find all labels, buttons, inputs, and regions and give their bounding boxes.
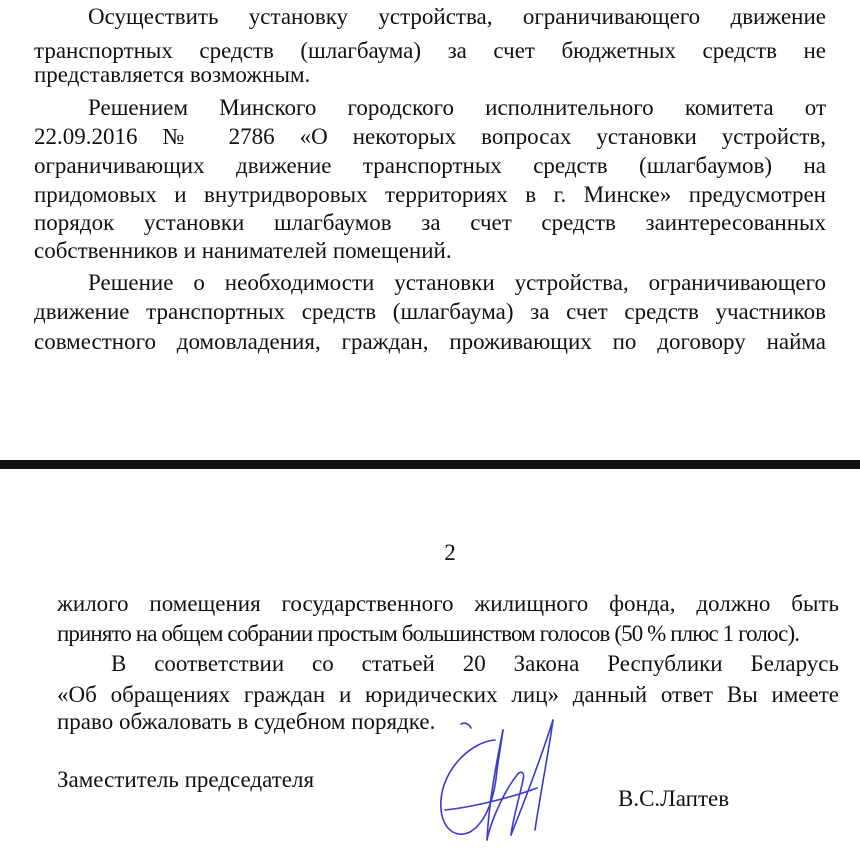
page-break-divider: [0, 460, 860, 469]
signatory-name: В.С.Лаптев: [618, 786, 730, 811]
paragraph-3-line-3: совместного домовладения, граждан, проживающих по договору найма: [34, 329, 826, 354]
paragraph-5-line-3: право обжаловать в судебном порядке.: [57, 709, 436, 734]
handwritten-signature: [425, 700, 575, 848]
paragraph-5-line-2: «Об обращениях граждан и юридических лиц» данный ответ Вы имеете: [57, 682, 839, 707]
paragraph-1-line-1: Осуществить установку устройства, ограничивающего движение: [88, 4, 826, 29]
paragraph-2-line-4: придомовых и внутридворовых территориях в г. Минске» предусмотрен: [34, 182, 826, 207]
paragraph-1-line-2: транспортных средств (шлагбаума) за счет бюджетных средств не: [34, 38, 826, 63]
paragraph-3-line-1: Решение о необходимости установки устройства, ограничивающего: [88, 270, 826, 295]
page-number: 2: [444, 540, 456, 565]
paragraph-2-line-5: порядок установки шлагбаумов за счет средств заинтересованных: [34, 210, 826, 235]
paragraph-2-line-6: собственников и нанимателей помещений.: [34, 238, 452, 263]
paragraph-3-line-2: движение транспортных средств (шлагбаума) за счет средств участников: [34, 299, 826, 324]
paragraph-4-line-2: принято на общем собрании простым большинством голосов (50 % плюс 1 голос).: [57, 621, 800, 646]
paragraph-2-line-2: 22.09.2016 № 2786 «О некоторых вопросах установки устройств,: [34, 124, 826, 149]
paragraph-2-line-3: ограничивающих движение транспортных средств (шлагбаумов) на: [34, 153, 826, 178]
paragraph-2-line-1: Решением Минского городского исполнительного комитета от: [88, 95, 826, 120]
signatory-title: Заместитель председателя: [57, 767, 315, 792]
paragraph-5-line-1: В соответствии со статьей 20 Закона Республики Беларусь: [111, 651, 839, 676]
paragraph-4-line-1: жилого помещения государственного жилищного фонда, должно быть: [57, 591, 839, 616]
paragraph-1-line-3: представляется возможным.: [34, 62, 311, 87]
